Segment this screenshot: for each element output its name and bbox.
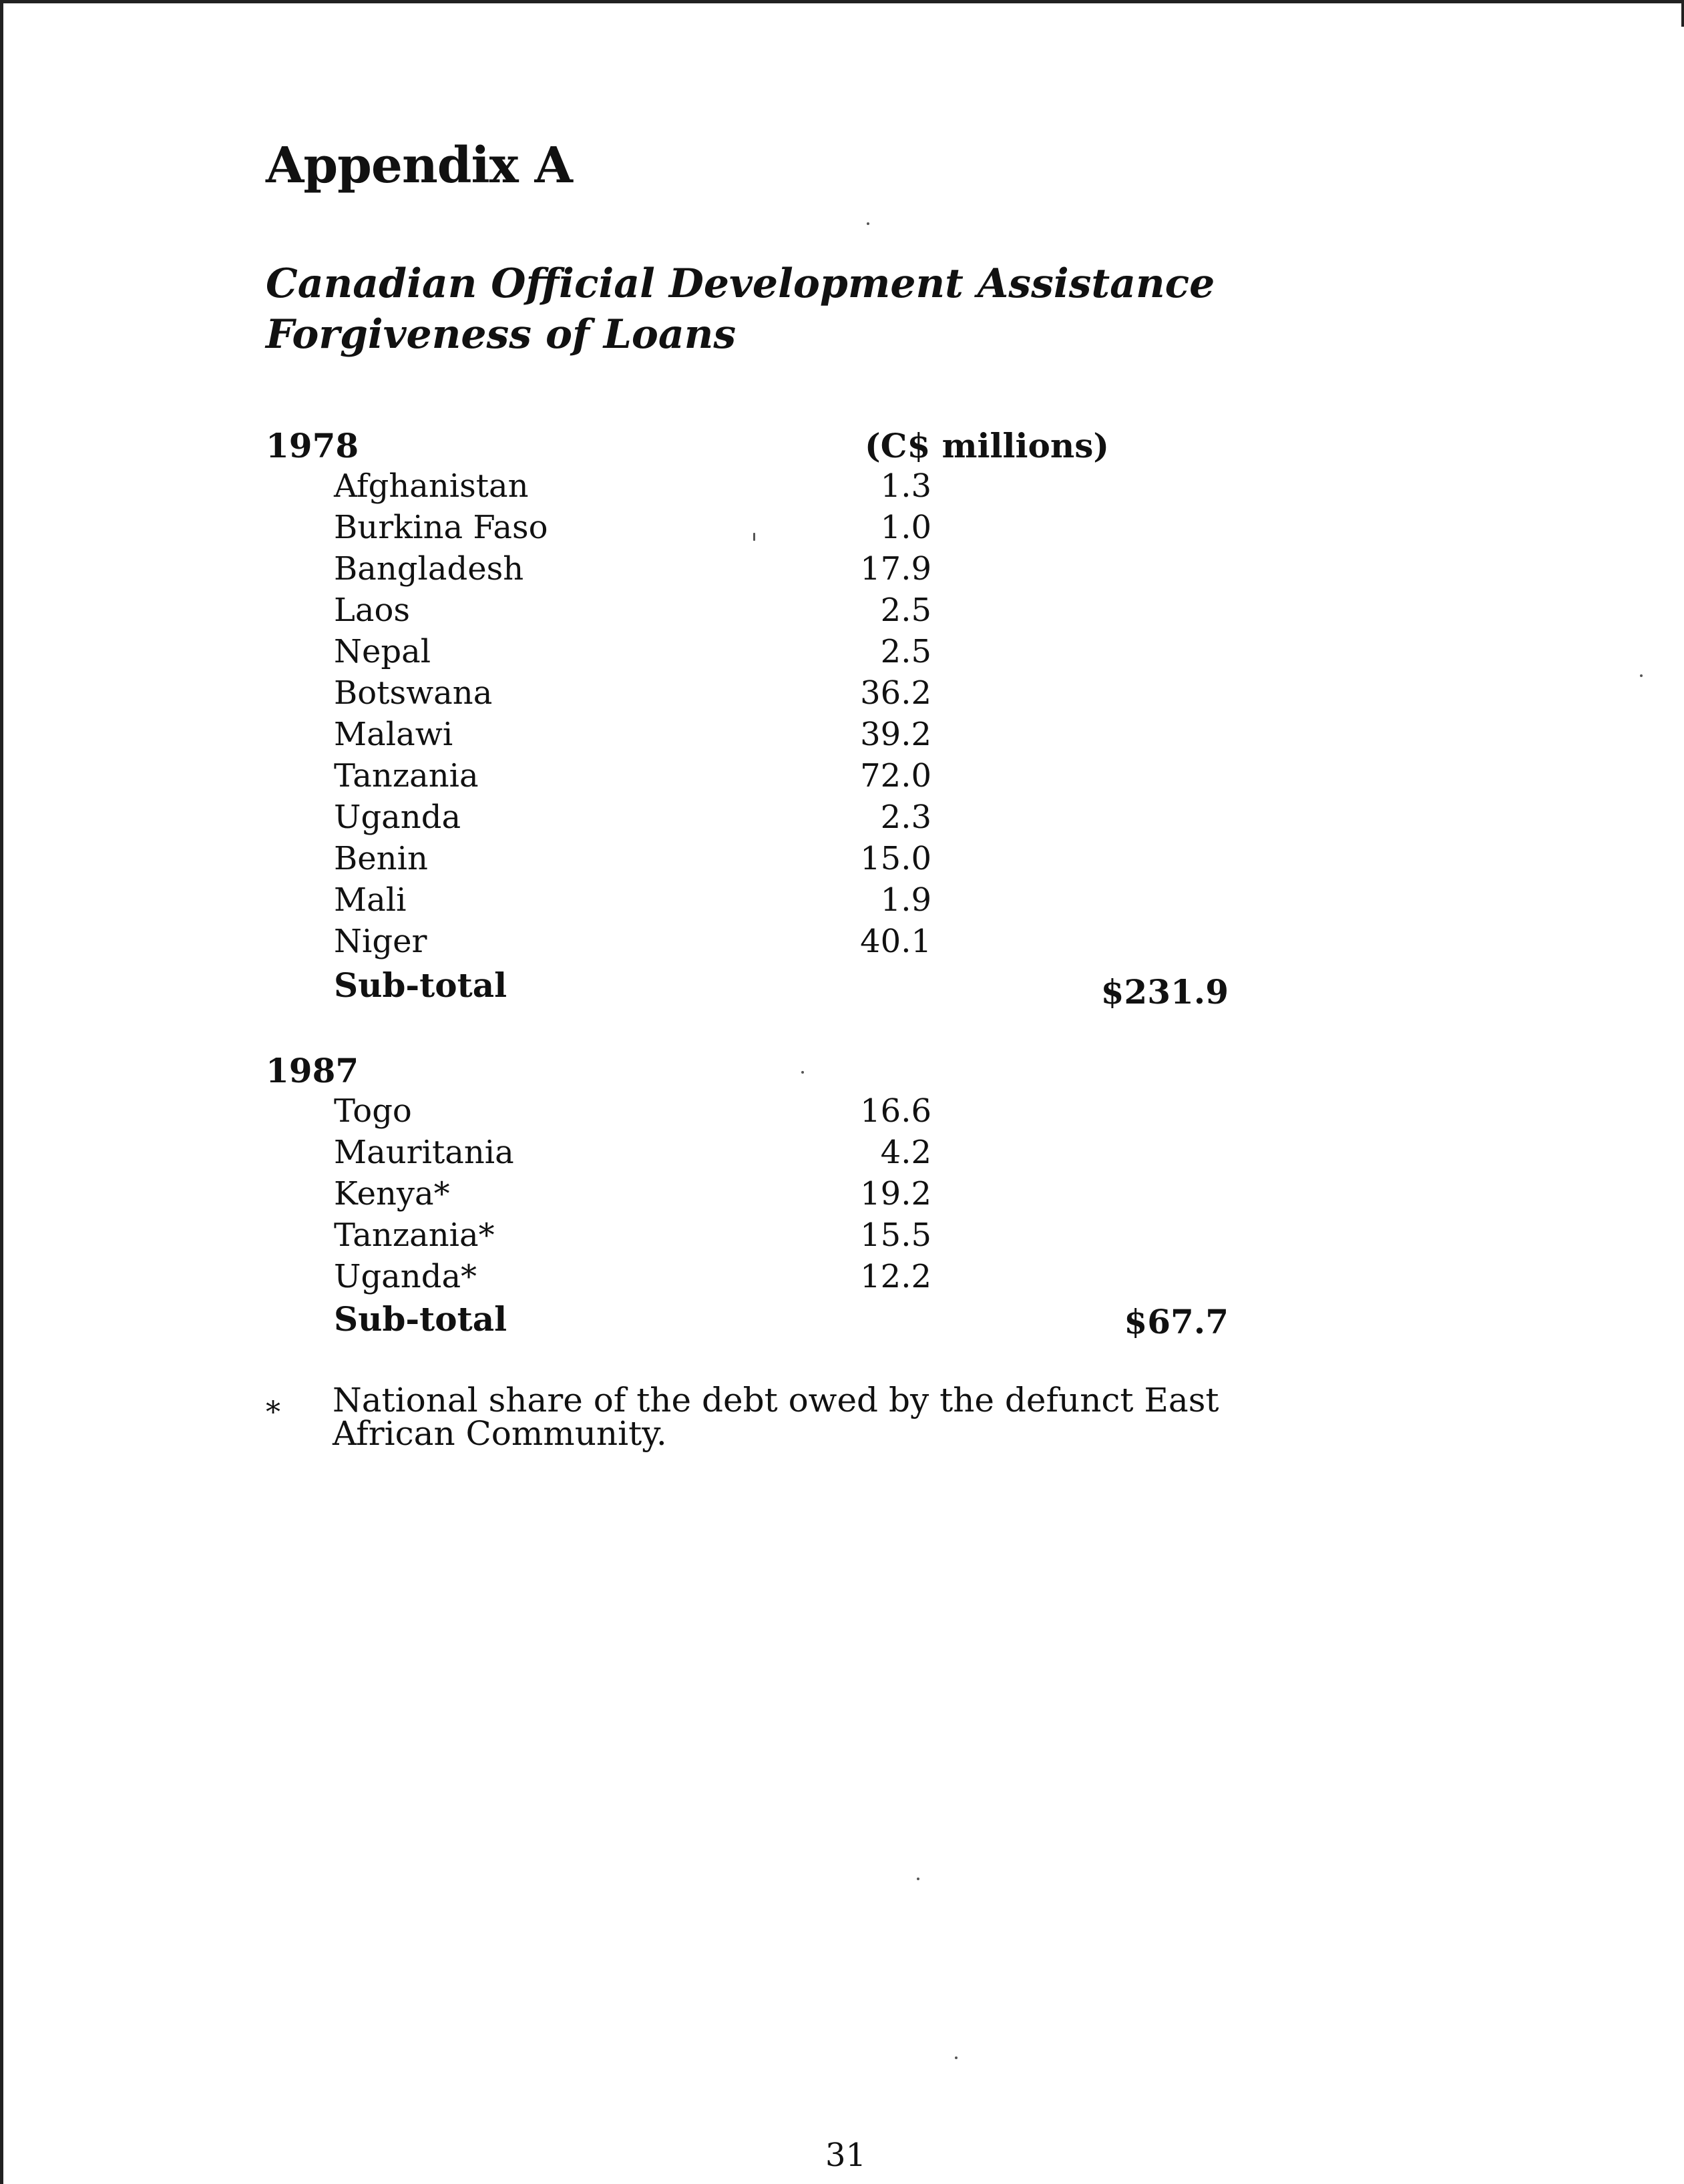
country-name: Laos <box>334 592 411 629</box>
country-name: Mauritania <box>334 1134 514 1171</box>
country-name: Tanzania* <box>334 1217 495 1254</box>
loan-amount: 36.2 <box>860 674 931 712</box>
country-name: Nepal <box>334 633 431 670</box>
table-row <box>0 716 1684 757</box>
table-row <box>0 1217 1684 1258</box>
country-name: Mali <box>334 881 407 919</box>
table-row <box>0 633 1684 674</box>
table-row <box>0 923 1684 964</box>
scan-speck <box>753 533 755 541</box>
page-title: Appendix A <box>266 137 572 194</box>
subtotal-label-1987: Sub-total <box>334 1299 507 1339</box>
table-row <box>0 592 1684 633</box>
table-row <box>0 757 1684 799</box>
loan-amount: 16.6 <box>860 1092 931 1130</box>
country-name: Togo <box>334 1092 412 1130</box>
country-name: Kenya* <box>334 1175 450 1213</box>
table-row <box>0 881 1684 923</box>
page-number: 31 <box>825 2137 867 2174</box>
table-row <box>0 509 1684 550</box>
subtotal-value-1987: $67.7 <box>1124 1302 1229 1341</box>
footnote-marker: * <box>266 1395 280 1430</box>
scan-speck <box>867 222 869 225</box>
loan-amount: 1.0 <box>880 509 931 546</box>
loan-amount: 72.0 <box>860 757 931 795</box>
country-name: Niger <box>334 923 427 960</box>
loan-amount: 2.3 <box>880 799 931 836</box>
loan-amount: 15.0 <box>860 840 931 877</box>
scan-speck <box>801 1071 804 1074</box>
scan-speck <box>1640 674 1643 677</box>
table-title-line-1: Canadian Official Development Assistance <box>266 260 1215 307</box>
page-edge-right <box>1681 0 1684 27</box>
table-row <box>0 550 1684 592</box>
table-row <box>0 840 1684 881</box>
country-name: Bangladesh <box>334 550 524 588</box>
scan-speck <box>917 1878 919 1880</box>
country-name: Uganda <box>334 799 461 836</box>
subtotal-label-1978: Sub-total <box>334 965 507 1005</box>
table-row <box>0 1175 1684 1217</box>
country-name: Uganda* <box>334 1258 477 1295</box>
table-row <box>0 467 1684 509</box>
table-row <box>0 674 1684 716</box>
table-row <box>0 1258 1684 1299</box>
year-heading-1978: 1978 <box>266 426 359 465</box>
table-row <box>0 799 1684 840</box>
loan-amount: 4.2 <box>880 1134 931 1171</box>
year-heading-1987: 1987 <box>266 1051 359 1090</box>
loan-amount: 40.1 <box>860 923 931 960</box>
loan-amount: 15.5 <box>860 1217 931 1254</box>
loan-amount: 39.2 <box>860 716 931 753</box>
country-name: Benin <box>334 840 428 877</box>
loan-amount: 2.5 <box>880 592 931 629</box>
scan-speck <box>955 2056 958 2059</box>
country-name: Afghanistan <box>334 467 529 505</box>
footnote-text: National share of the debt owed by the defunct East African Community. <box>333 1381 1219 1453</box>
subtotal-value-1978: $231.9 <box>1100 972 1229 1012</box>
loan-amount: 17.9 <box>860 550 931 588</box>
country-name: Tanzania <box>334 757 479 795</box>
loan-amount: 12.2 <box>860 1258 931 1295</box>
table-row <box>0 1134 1684 1175</box>
table-title-line-2: Forgiveness of Loans <box>266 311 736 358</box>
country-name: Malawi <box>334 716 453 753</box>
loan-amount: 1.9 <box>880 881 931 919</box>
table-row <box>0 1092 1684 1134</box>
page-edge-top <box>0 0 1684 3</box>
country-name: Botswana <box>334 674 493 712</box>
units-header: (C$ millions) <box>865 426 1110 465</box>
loan-amount: 1.3 <box>880 467 931 505</box>
loan-amount: 2.5 <box>880 633 931 670</box>
country-name: Burkina Faso <box>334 509 548 546</box>
loan-amount: 19.2 <box>860 1175 931 1213</box>
